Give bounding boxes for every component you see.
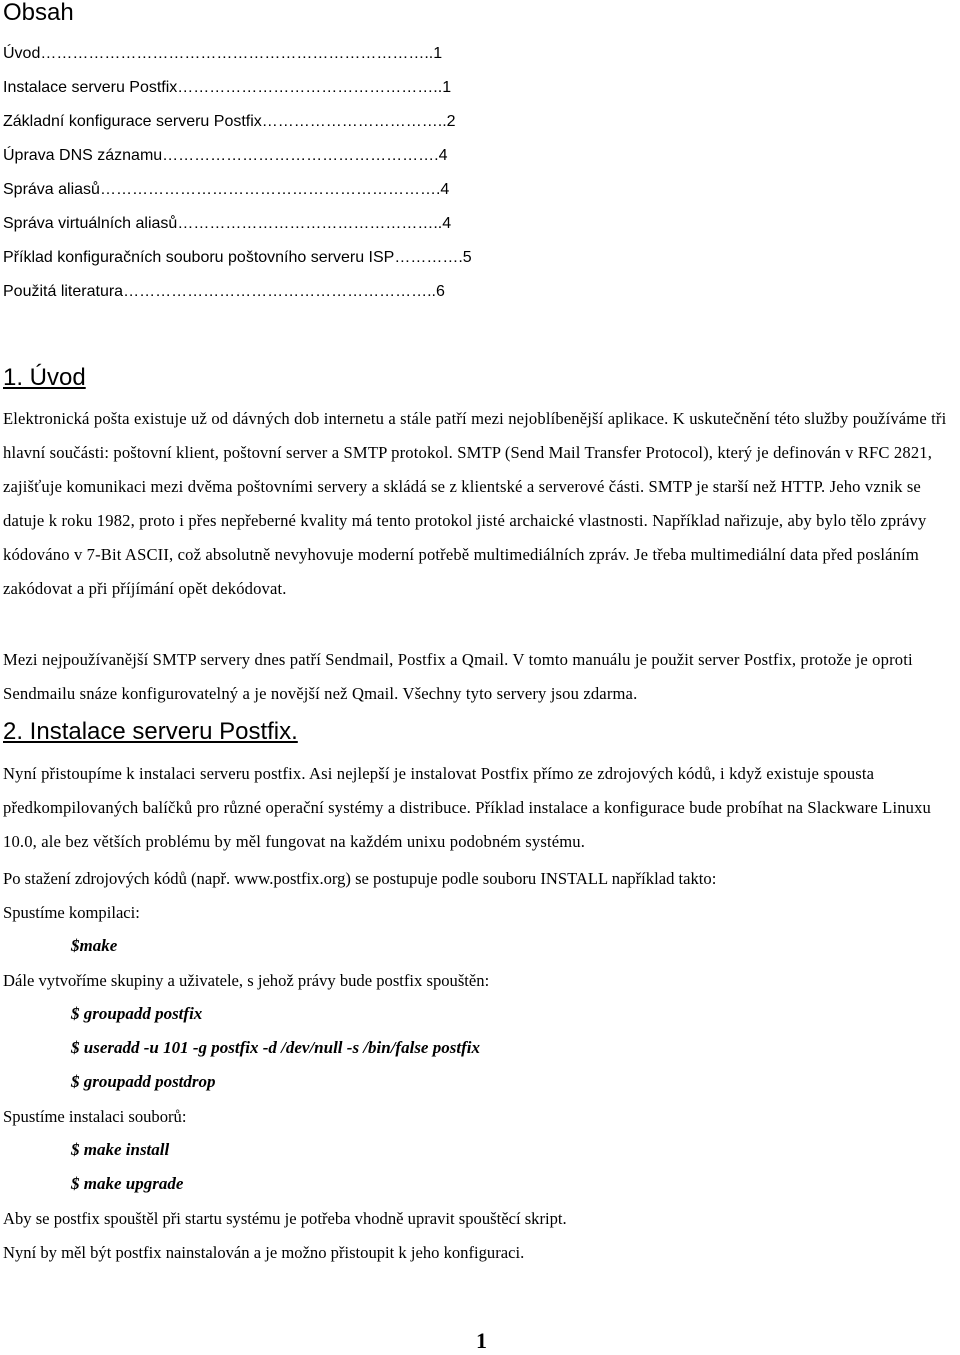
command-groupadd-postdrop: $ groupadd postdrop bbox=[71, 1072, 216, 1091]
toc-item: Správa virtuálních aliasů…………………………………………..4 bbox=[3, 215, 452, 232]
section-1-paragraph-2: Mezi nejpoužívanější SMTP servery dnes patří Sendmail, Postfix a Qmail. V tomto manuálu je použit server Postfix, protože je oproti Sendmailu snáze konfigurovatelný a je novější než Qmail. Všechny tyto servery jsou zdarma. bbox=[3, 650, 913, 703]
startup-note: Aby se postfix spouštěl při startu systému je potřeba vhodně upravit spouštěcí skript. bbox=[3, 1209, 567, 1228]
final-note: Nyní by měl být postfix nainstalován a je možno přistoupit k jeho konfiguraci. bbox=[3, 1243, 525, 1262]
page-number: 1 bbox=[476, 1328, 487, 1353]
toc-item: Použitá literatura…………………………………………………..6 bbox=[3, 283, 445, 300]
install-label: Spustíme instalaci souborů: bbox=[3, 1107, 187, 1126]
section-2-paragraph-2: Po stažení zdrojových kódů (např. www.postfix.org) se postupuje podle souboru INSTALL například takto: bbox=[3, 869, 717, 888]
command-make: $make bbox=[71, 936, 118, 955]
command-groupadd-postfix: $ groupadd postfix bbox=[71, 1004, 203, 1023]
toc-item: Správa aliasů……………………………………………………….4 bbox=[3, 181, 450, 198]
toc-item: Příklad konfiguračních souboru poštovního serveru ISP………….5 bbox=[3, 249, 472, 266]
toc-item: Úprava DNS záznamu…………………………………………….4 bbox=[3, 147, 448, 164]
section-2-heading: 2. Instalace serveru Postfix. bbox=[3, 718, 298, 745]
toc-item: Úvod………………………………………………………………..1 bbox=[3, 45, 443, 62]
toc-item: Základní konfigurace serveru Postfix……………………………..2 bbox=[3, 113, 456, 130]
groups-label: Dále vytvoříme skupiny a uživatele, s jehož právy bude postfix spouštěn: bbox=[3, 971, 490, 990]
toc-heading: Obsah bbox=[3, 0, 74, 26]
command-useradd: $ useradd -u 101 -g postfix -d /dev/null -s /bin/false postfix bbox=[71, 1038, 480, 1057]
section-1-paragraph-1: Elektronická pošta existuje už od dávných dob internetu a stále patří mezi nejoblíbenější aplikace. K uskutečnění této služby používáme tři hlavní součásti: poštovní klient, poštovní server a SMTP protokol. SMTP (Send Mail Transfer Protocol), který je definován v RFC 2821, zajišťuje komunikaci mezi dvěma poštovními servery a skládá se z klientské a serverové části. SMTP je starší než HTTP. Jeho vznik se datuje k roku 1982, proto i přes nepřeberné kvality má tento protokol jisté archaické vlastnosti. Například nařizuje, aby bylo tělo zprávy kódováno v 7-Bit ASCII, což absolutně nevyhovuje moderní potřebě multimediálních zpráv. Je třeba multimediální data před posláním zakódovat a při příjímání opět dekódovat. bbox=[3, 409, 947, 598]
toc-item: Instalace serveru Postfix…………………………………………..1 bbox=[3, 79, 452, 96]
section-2-paragraph-1: Nyní přistoupíme k instalaci serveru postfix. Asi nejlepší je instalovat Postfix přímo ze zdrojových kódů, i když existuje spousta předkompilovaných balíčků pro různé operační systémy a distribuce. Příklad instalace a konfigurace bude probíhat na Slackware Linuxu 10.0, ale bez větších problému by měl fungovat na každém unixu podobném systému. bbox=[3, 764, 932, 851]
command-make-install: $ make install bbox=[71, 1140, 170, 1159]
command-make-upgrade: $ make upgrade bbox=[71, 1174, 184, 1193]
section-1-heading: 1. Úvod bbox=[3, 364, 86, 391]
compile-label: Spustíme kompilaci: bbox=[3, 903, 140, 922]
